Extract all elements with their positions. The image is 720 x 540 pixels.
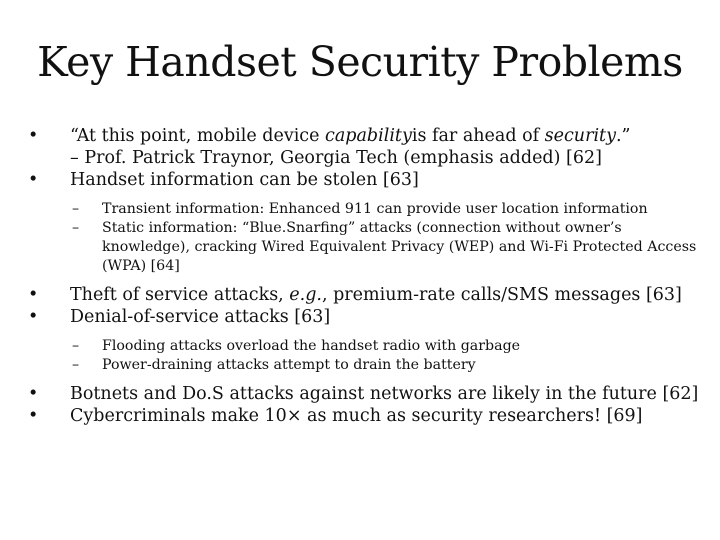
bullet-text-pre: Theft of service attacks, xyxy=(70,285,290,305)
quote-text-post: .” xyxy=(615,126,631,146)
bullet-text: Cybercriminals make 10× as much as security researchers! [69] xyxy=(70,406,643,426)
bullet-botnets xyxy=(28,383,708,405)
bullet-marker: • xyxy=(28,285,39,305)
bullet-text: Botnets and Do.S attacks against networks are likely in the future [62] xyxy=(70,384,699,404)
sub-bullet-transient xyxy=(28,200,708,219)
sub-bullet-text: Flooding attacks overload the handset radio with garbage xyxy=(102,338,521,354)
sub-bullet-text: Power-draining attacks attempt to drain the battery xyxy=(102,357,476,373)
sub-bullet-marker: – xyxy=(72,357,80,373)
sub-bullet-marker: – xyxy=(72,201,80,217)
quote-emphasis-capability: capability xyxy=(325,126,412,146)
bullet-text-post: , premium-rate calls/SMS messages [63] xyxy=(321,285,682,305)
bullet-handset-info xyxy=(28,169,708,191)
bullet-marker: • xyxy=(28,384,39,404)
quote-attribution: – Prof. Patrick Traynor, Georgia Tech (emphasis added) [62] xyxy=(70,148,602,168)
bullet-denial-of-service xyxy=(28,306,708,328)
bullet-text: Handset information can be stolen [63] xyxy=(70,170,419,190)
sub-bullet-text: Static information: “Blue.Snarfing” attacks (connection without owner’s knowledge), cracking Wired Equivalent Privacy (WEP) and Wi-Fi Protected Access (WPA) [64] xyxy=(102,220,697,274)
bullet-marker: • xyxy=(28,406,39,426)
slide-body xyxy=(28,125,708,427)
bullet-emphasis-eg: e.g. xyxy=(289,285,322,305)
sub-bullet-power-draining xyxy=(28,356,708,375)
sub-bullet-flooding xyxy=(28,337,708,356)
bullet-cybercriminals xyxy=(28,405,708,427)
sub-bullet-static xyxy=(28,219,708,276)
sub-bullet-marker: – xyxy=(72,338,80,354)
sub-bullet-text: Transient information: Enhanced 911 can provide user location information xyxy=(102,201,648,217)
slide-title: Key Handset Security Problems xyxy=(37,38,683,86)
bullet-quote xyxy=(28,125,708,169)
bullet-marker: • xyxy=(28,170,39,190)
bullet-theft-of-service xyxy=(28,284,708,306)
quote-text-mid: is far ahead of xyxy=(411,126,545,146)
bullet-marker: • xyxy=(28,307,39,327)
quote-emphasis-security: security xyxy=(544,126,616,146)
sub-bullet-marker: – xyxy=(72,220,80,236)
bullet-text: Denial-of-service attacks [63] xyxy=(70,307,331,327)
quote-text-pre: “At this point, mobile device xyxy=(70,126,326,146)
bullet-marker: • xyxy=(28,126,39,146)
